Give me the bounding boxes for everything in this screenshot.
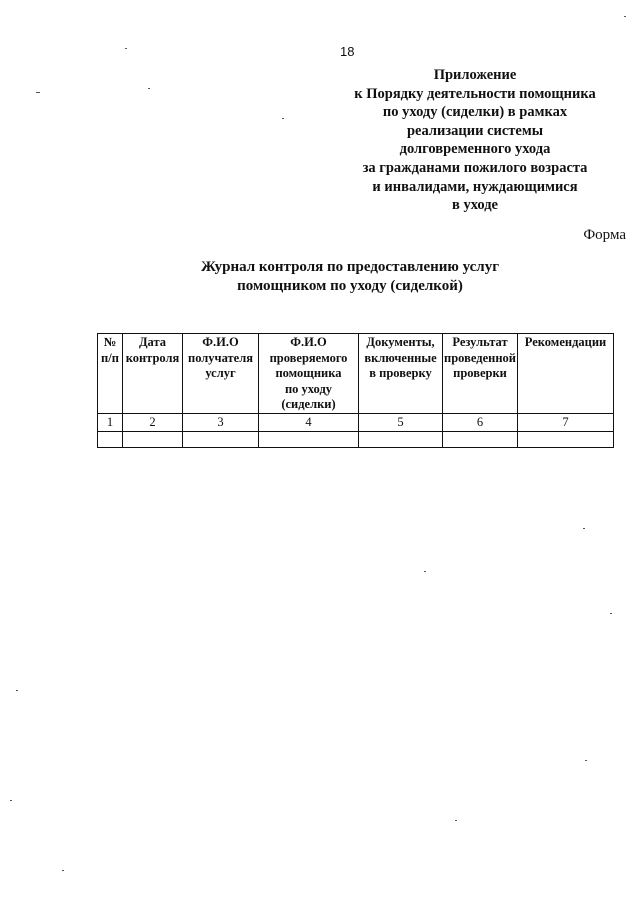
appendix-line: к Порядку деятельности помощника xyxy=(354,85,596,102)
header-recipient-name: Ф.И.О получателя услуг xyxy=(183,334,259,414)
journal-title xyxy=(150,258,550,296)
header-documents: Документы, включенные в проверку xyxy=(359,334,443,414)
page-number: 18 xyxy=(340,44,355,59)
header-assistant-name: Ф.И.О проверяемого помощника по уходу (сиделки) xyxy=(259,334,359,414)
scan-speck xyxy=(62,870,64,871)
table-cell-empty[interactable] xyxy=(259,431,359,447)
header-number: № п/п xyxy=(98,334,123,414)
scan-speck xyxy=(148,88,150,89)
column-number-cell: 4 xyxy=(259,413,359,431)
journal-title-line: помощником по уходу (сиделкой) xyxy=(237,278,463,294)
scan-speck xyxy=(424,571,426,572)
table-cell-empty[interactable] xyxy=(183,431,259,447)
column-number-cell: 7 xyxy=(518,413,614,431)
column-number-cell: 6 xyxy=(443,413,518,431)
appendix-line: Приложение xyxy=(433,67,517,83)
scan-speck xyxy=(36,92,40,93)
column-number-cell: 2 xyxy=(123,413,183,431)
header-recommendations: Рекомендации xyxy=(518,334,614,414)
appendix-line: в уходе xyxy=(451,197,498,214)
table-row-empty xyxy=(98,431,614,447)
column-number-cell: 5 xyxy=(359,413,443,431)
scan-speck xyxy=(624,16,626,17)
appendix-line: реализации системы xyxy=(406,122,544,139)
scan-speck xyxy=(282,118,284,119)
scan-speck xyxy=(16,690,18,691)
scan-speck xyxy=(455,820,457,821)
scan-speck xyxy=(10,800,12,801)
scan-speck xyxy=(583,528,585,529)
column-number-cell: 3 xyxy=(183,413,259,431)
table-cell-empty[interactable] xyxy=(359,431,443,447)
scan-speck xyxy=(610,613,612,614)
column-number-row xyxy=(98,413,614,431)
form-label: Форма xyxy=(583,227,626,243)
appendix-line: долговременного ухода xyxy=(399,141,551,158)
header-control-date: Дата контроля xyxy=(123,334,183,414)
appendix-line: за гражданами пожилого возраста xyxy=(362,159,588,176)
scan-speck xyxy=(125,48,127,49)
table-cell-empty[interactable] xyxy=(123,431,183,447)
scan-speck xyxy=(585,760,587,761)
appendix-line: и инвалидами, нуждающимися xyxy=(372,178,578,195)
journal-title-line: Журнал контроля по предоставлению услуг xyxy=(200,259,500,275)
table-cell-empty[interactable] xyxy=(98,431,123,447)
table-cell-empty[interactable] xyxy=(518,431,614,447)
table-header-row xyxy=(98,334,614,414)
appendix-line: по уходу (сиделки) в рамках xyxy=(382,104,568,121)
column-number-cell: 1 xyxy=(98,413,123,431)
header-result: Результат проведенной проверки xyxy=(443,334,518,414)
appendix-block xyxy=(330,66,620,215)
table-cell-empty[interactable] xyxy=(443,431,518,447)
journal-table xyxy=(97,333,614,448)
